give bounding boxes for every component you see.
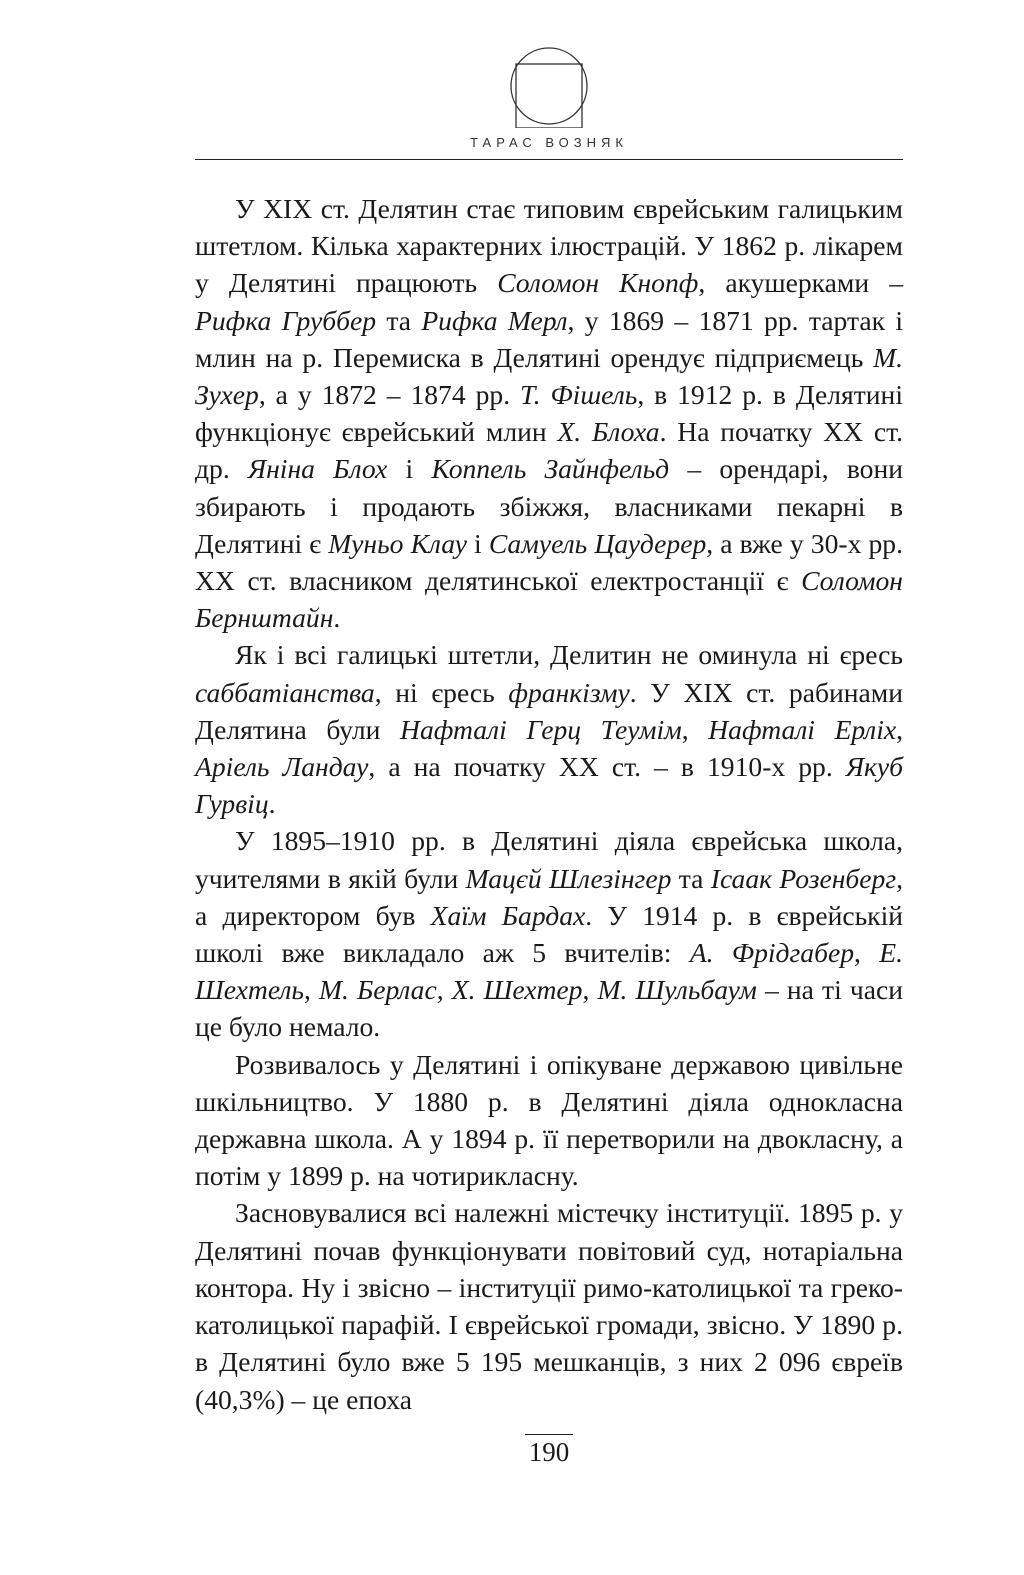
- italic-name: Якуб Гурвіц: [195, 751, 903, 820]
- paragraph: [195, 1046, 903, 1195]
- text-run: , ні єресь: [374, 676, 509, 708]
- italic-name: Е. Шехтель: [195, 937, 903, 1006]
- italic-name: Х. Блоха: [557, 416, 660, 448]
- text-run: – на ті часи це було немало.: [195, 974, 903, 1043]
- italic-name: Рифка Мерл: [421, 304, 568, 336]
- italic-name: А. Фрідгабер: [689, 937, 854, 969]
- italic-name: Самуель Цаудерер: [488, 527, 707, 559]
- italic-name: Рифка Груббер: [195, 304, 376, 336]
- circle-square-emblem-icon: [507, 44, 591, 128]
- text-run: та: [671, 862, 711, 894]
- italic-name: Х. Шехтер: [451, 974, 583, 1006]
- italic-name: Яніна Блох: [247, 453, 388, 485]
- text-run: . У 1914 р. в єврейській школі вже викладало аж 5 вчителів:: [195, 899, 904, 969]
- italic-name: Т. Фішель: [520, 379, 638, 411]
- page-number-wrap: [195, 1434, 903, 1469]
- text-run: Як і всі галицькі штетли, Делитин не оминула ні єресь: [235, 639, 903, 671]
- text-run: Розвивалось у Делятині і опікуване державою цивільне шкільництво. У 1880 р. в Делятині діяла однокласна державна школа. А у 1894 р. її перетворили на двокласну, а потім у 1899 р. на чотирикласну.: [195, 1048, 903, 1192]
- italic-name: франкізму: [508, 676, 630, 708]
- text-run: . У XIX ст. рабинами Делятина були: [195, 676, 903, 745]
- italic-name: Мацєй Шлезінгер: [465, 862, 672, 894]
- text-run: .: [333, 602, 341, 634]
- text-run: , а директором був: [195, 862, 903, 931]
- italic-name: Соломон Бернштайн: [195, 565, 903, 634]
- text-run: .: [268, 788, 276, 820]
- text-run: ,: [582, 974, 598, 1006]
- text-run: , а у 1872 – 1874 рр.: [258, 379, 521, 411]
- text-run: і: [466, 527, 489, 559]
- text-run: , у 1869 – 1871 рр. тартак і млин на р. Перемиска в Делятині орендує підприємець: [195, 304, 903, 373]
- paragraph: [195, 190, 903, 636]
- text-run: та: [376, 304, 422, 336]
- italic-name: Коппель Зайнфельд: [431, 453, 670, 485]
- paragraph: [195, 822, 903, 1045]
- running-head: ТАРАС ВОЗНЯК: [470, 135, 628, 150]
- text-run: , а вже у 30-х рр. XX ст. власником делятинської електростанції є: [195, 527, 903, 597]
- italic-name: М. Зухер: [195, 341, 903, 411]
- italic-name: М. Шульбаум: [597, 974, 757, 1006]
- text-run: . На початку XX ст. др.: [195, 416, 903, 485]
- paragraph: [195, 636, 903, 822]
- paragraph: [195, 1194, 903, 1417]
- text-run: Засновувалися всі належні містечку інституції. 1895 р. у Делятині почав функціонувати повітовий суд, нотаріальна контора. Ну і звісно – інституції римо-католицької та греко-католицької парафій. І єврейської громади, звісно. У 1890 р. в Делятині було вже 5 195 мешканців, з них 2 096 євреїв (40,3%) – це епоха: [195, 1197, 903, 1415]
- italic-name: Нафталі Герц Теумім: [400, 713, 682, 745]
- text-run: ,: [681, 713, 709, 745]
- italic-name: Хаїм Бардах: [430, 899, 586, 931]
- text-run: і: [387, 453, 432, 485]
- text-run: ,: [304, 974, 320, 1006]
- italic-name: Аріель Ландау: [195, 751, 369, 783]
- italic-name: Нафталі Ерліх: [708, 713, 897, 745]
- italic-name: Соломон Кнопф: [497, 267, 699, 299]
- italic-name: Муньо Клау: [328, 527, 467, 559]
- text-run: , акушерками –: [698, 267, 903, 299]
- italic-name: Ісаак Розенберг: [710, 862, 897, 894]
- text-run: ,: [896, 713, 904, 745]
- text-run: – орендарі, вони збирають і продають збіжжя, власниками пекарні в Делятині є: [195, 453, 904, 559]
- text-run: У XIX ст. Делятин стає типовим єврейським галицьким штетлом. Кілька характерних ілюстрацій. У 1862 р. лікарем у Делятині працюють: [195, 193, 903, 299]
- italic-name: саббатіанства: [195, 676, 375, 708]
- text-run: , в 1912 р. в Делятині функціонує єврейський млин: [195, 379, 903, 448]
- text-run: ,: [436, 974, 452, 1006]
- text-run: , а на початку XX ст. – в 1910-х рр.: [368, 751, 846, 783]
- page-number: 190: [525, 1434, 574, 1469]
- text-run: ,: [854, 937, 880, 969]
- text-run: У 1895–1910 рр. в Делятині діяла єврейська школа, учителями в якій були: [195, 825, 903, 894]
- header-rule: [195, 159, 903, 160]
- italic-name: М. Берлас: [319, 974, 437, 1006]
- body-text: [195, 190, 903, 1418]
